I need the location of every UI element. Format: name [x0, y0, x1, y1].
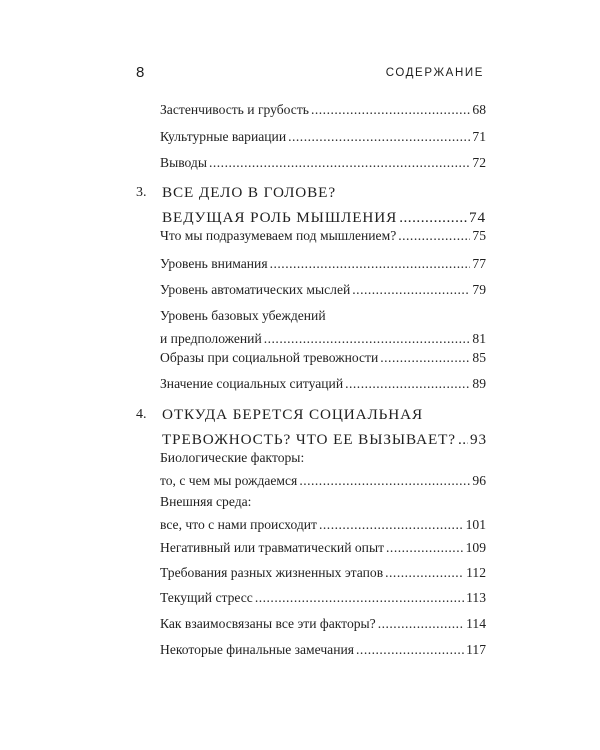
toc-entry[interactable]: [160, 490, 486, 536]
toc-entry-page: 89: [472, 376, 486, 391]
toc-entry-page: 117: [466, 642, 486, 657]
leader-dots: [255, 586, 464, 609]
chapter-heading[interactable]: [162, 180, 486, 230]
leader-dots: [288, 125, 470, 148]
toc-entry-title: Застенчивость и грубость: [160, 102, 309, 117]
toc-entry-page: 72: [472, 155, 486, 170]
toc-entry-title: Текущий стресс: [160, 590, 253, 605]
leader-dots: [352, 278, 470, 301]
toc-entry-page: 81: [472, 331, 486, 346]
leader-dots: [299, 469, 470, 492]
toc-entry-page: 114: [466, 616, 486, 631]
toc-entry-title: Что мы подразумеваем под мышлением?: [160, 228, 397, 243]
chapter-number: 4.: [136, 407, 147, 422]
toc-entry-title: Как взаимосвязаны все эти факторы?: [160, 616, 376, 631]
toc-entry-page: 96: [472, 473, 486, 488]
toc-entry-title-line2: все, что с нами происходит: [160, 517, 317, 532]
toc-entry-page: 79: [472, 282, 486, 297]
leader-dots: [319, 513, 464, 536]
toc-entry[interactable]: [160, 638, 486, 661]
leader-dots: [270, 252, 471, 275]
toc-entry-title: Уровень внимания: [160, 256, 268, 271]
toc-entry-page: 77: [472, 256, 486, 271]
toc-entry-title-line1: Уровень базовых убеждений: [160, 308, 326, 323]
toc-entry[interactable]: [160, 586, 486, 609]
leader-dots: [380, 346, 470, 369]
toc-entry-page: 85: [472, 350, 486, 365]
chapter-title-line2: ТРЕВОЖНОСТЬ? ЧТО ЕЕ ВЫЗЫВАЕТ?: [162, 431, 456, 448]
toc-entry-page: 101: [465, 517, 486, 532]
toc-entry[interactable]: [160, 224, 486, 247]
chapter-title-line2: ВЕДУЩАЯ РОЛЬ МЫШЛЕНИЯ: [162, 209, 398, 226]
toc-entry-title-line1: Биологические факторы:: [160, 450, 305, 465]
toc-entry[interactable]: [160, 151, 486, 174]
chapter-page: 93: [469, 431, 487, 448]
toc-entry[interactable]: [160, 372, 486, 395]
page-number: 8: [136, 64, 145, 81]
toc-entry-page: 109: [465, 540, 486, 555]
leader-dots: [378, 612, 464, 635]
chapter-title-line1: ВСЕ ДЕЛО В ГОЛОВЕ?: [162, 184, 336, 201]
leader-dots: [209, 151, 470, 174]
toc-entry-title: Образы при социальной тревожности: [160, 350, 379, 365]
leader-dots: [356, 638, 464, 661]
leader-dots: [345, 372, 470, 395]
chapter-heading[interactable]: [162, 402, 486, 452]
toc-entry-title-line2: и предположений: [160, 331, 262, 346]
toc-entry[interactable]: [160, 446, 486, 492]
chapter-page: 74: [469, 209, 486, 226]
toc-entry[interactable]: [160, 346, 486, 369]
toc-entry[interactable]: [160, 612, 486, 635]
toc-entry-page: 75: [472, 228, 486, 243]
toc-entry[interactable]: [160, 252, 486, 275]
toc-entry[interactable]: [160, 561, 486, 584]
toc-entry-page: 112: [466, 565, 486, 580]
chapter-number: 3.: [136, 185, 147, 200]
toc-entry[interactable]: [160, 536, 486, 559]
toc-entry[interactable]: [160, 98, 486, 121]
chapter-title-line1: ОТКУДА БЕРЕТСЯ СОЦИАЛЬНАЯ: [162, 406, 424, 423]
toc-entry-title-line1: Внешняя среда:: [160, 494, 252, 509]
leader-dots: [385, 561, 464, 584]
running-head: СОДЕРЖАНИЕ: [385, 67, 484, 79]
toc-entry[interactable]: [160, 304, 486, 350]
toc-entry-title: Негативный или травматический опыт: [160, 540, 385, 555]
toc-entry-title: Требования разных жизненных этапов: [160, 565, 384, 580]
leader-dots: [386, 536, 464, 559]
leader-dots: [311, 98, 470, 121]
toc-entry-title: Культурные вариации: [160, 129, 287, 144]
toc-entry-title: Некоторые финальные замечания: [160, 642, 355, 657]
toc-entry-title: Выводы: [160, 155, 207, 170]
leader-dots: [398, 224, 470, 247]
toc-entry[interactable]: [160, 125, 486, 148]
toc-entry-title: Уровень автоматических мыслей: [160, 282, 351, 297]
toc-entry-title-line2: то, с чем мы рождаемся: [160, 473, 298, 488]
toc-entry-page: 71: [472, 129, 486, 144]
toc-entry-page: 113: [466, 590, 486, 605]
toc-entry-page: 68: [472, 102, 486, 117]
toc-entry-title: Значение социальных ситуаций: [160, 376, 344, 391]
toc-entry[interactable]: [160, 278, 486, 301]
